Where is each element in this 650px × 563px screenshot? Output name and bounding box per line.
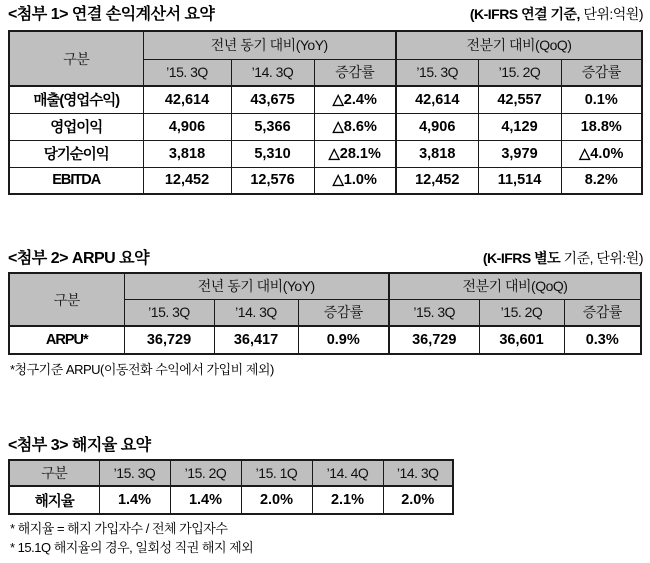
column-header: 증감률 bbox=[564, 299, 641, 326]
table-cell: 12,452 bbox=[143, 167, 231, 194]
table-cell: 12,452 bbox=[396, 167, 478, 194]
table-cell: 5,310 bbox=[231, 140, 314, 167]
table-cell: 0.1% bbox=[561, 86, 642, 113]
column-header: ’14. 3Q bbox=[231, 59, 314, 86]
table-cell: 4,906 bbox=[143, 113, 231, 140]
table-corner-header: 구분 bbox=[9, 460, 99, 486]
table-cell: 36,729 bbox=[124, 326, 214, 354]
table-cell: 4,906 bbox=[396, 113, 478, 140]
table-cell: 42,614 bbox=[396, 86, 478, 113]
column-header: ’15. 2Q bbox=[478, 59, 561, 86]
attachment1-header bbox=[8, 4, 643, 24]
yoy-group-header: 전년 동기 대비(YoY) bbox=[143, 31, 396, 59]
table-cell: 3,818 bbox=[396, 140, 478, 167]
row-label: 영업이익 bbox=[9, 113, 143, 140]
table-cell: 18.8% bbox=[561, 113, 642, 140]
arpu-table bbox=[8, 272, 642, 355]
column-header: ’15. 3Q bbox=[143, 59, 231, 86]
table-cell: 5,366 bbox=[231, 113, 314, 140]
column-header: ’14. 4Q bbox=[312, 460, 383, 486]
churn-footnote-line: * 15.1Q 해지율의 경우, 일회성 직권 해지 제외 bbox=[10, 540, 254, 555]
table-cell: 36,729 bbox=[389, 326, 479, 354]
table-cell: 2.0% bbox=[241, 486, 312, 514]
table-cell: 1.4% bbox=[170, 486, 241, 514]
row-label: EBITDA bbox=[9, 167, 143, 194]
table-cell: 36,417 bbox=[214, 326, 298, 354]
table-row bbox=[9, 326, 641, 354]
table-cell: 11,514 bbox=[478, 167, 561, 194]
row-label: 매출(영업수익) bbox=[9, 86, 143, 113]
row-label: ARPU* bbox=[9, 326, 124, 354]
table-cell: 42,614 bbox=[143, 86, 231, 113]
attachment3-header bbox=[8, 435, 643, 455]
table-row bbox=[9, 113, 642, 140]
income-statement-table bbox=[8, 30, 643, 195]
churn-footnote-line: * 해지율 = 해지 가입자수 / 전체 가입자수 bbox=[10, 521, 228, 536]
table-cell: 0.3% bbox=[564, 326, 641, 354]
table-cell: 42,557 bbox=[478, 86, 561, 113]
table-cell: △2.4% bbox=[314, 86, 396, 113]
row-label: 해지율 bbox=[9, 486, 99, 514]
attachment1-unit-note-bold: (K-IFRS 연결 기준, bbox=[469, 6, 580, 22]
attachment2-unit-note bbox=[483, 248, 643, 268]
column-header: 증감률 bbox=[314, 59, 396, 86]
table-row bbox=[9, 140, 642, 167]
table-cell: 3,818 bbox=[143, 140, 231, 167]
attachment3-title: <첨부 3> 해지율 요약 bbox=[8, 437, 151, 454]
table-corner-header: 구분 bbox=[9, 31, 143, 86]
attachment2-header bbox=[8, 248, 643, 268]
column-header: ’15. 3Q bbox=[389, 299, 479, 326]
churn-footnotes bbox=[10, 519, 650, 557]
table-cell: 1.4% bbox=[99, 486, 170, 514]
table-cell: △8.6% bbox=[314, 113, 396, 140]
column-header: ’15. 3Q bbox=[396, 59, 478, 86]
table-row bbox=[9, 486, 453, 514]
table-corner-header: 구분 bbox=[9, 273, 124, 326]
column-header: ’15. 2Q bbox=[479, 299, 564, 326]
arpu-footnote: *청구기준 ARPU(이동전화 수익에서 가입비 제외) bbox=[10, 362, 274, 377]
table-row bbox=[9, 86, 642, 113]
row-label: 당기순이익 bbox=[9, 140, 143, 167]
table-cell: 2.0% bbox=[383, 486, 453, 514]
column-header: ’14. 3Q bbox=[383, 460, 453, 486]
yoy-group-header: 전년 동기 대비(YoY) bbox=[124, 273, 389, 299]
column-header: 증감률 bbox=[561, 59, 642, 86]
table-cell: 2.1% bbox=[312, 486, 383, 514]
attachment2-unit-note-rest: 기준, 단위:원) bbox=[560, 250, 643, 266]
table-cell: 4,129 bbox=[478, 113, 561, 140]
qoq-group-header: 전분기 대비(QoQ) bbox=[389, 273, 641, 299]
attachment1-unit-note bbox=[470, 4, 643, 24]
table-cell: 36,601 bbox=[479, 326, 564, 354]
table-cell: 12,576 bbox=[231, 167, 314, 194]
table-cell: △4.0% bbox=[561, 140, 642, 167]
table-cell: 3,979 bbox=[478, 140, 561, 167]
table-cell: 0.9% bbox=[298, 326, 389, 354]
column-header: ’15. 2Q bbox=[170, 460, 241, 486]
column-header: ’15. 3Q bbox=[99, 460, 170, 486]
column-header: ’15. 3Q bbox=[124, 299, 214, 326]
table-cell: 43,675 bbox=[231, 86, 314, 113]
column-header: 증감률 bbox=[298, 299, 389, 326]
column-header: ’14. 3Q bbox=[214, 299, 298, 326]
qoq-group-header: 전분기 대비(QoQ) bbox=[396, 31, 642, 59]
column-header: ’15. 1Q bbox=[241, 460, 312, 486]
attachment2-title: <첨부 2> ARPU 요약 bbox=[8, 250, 150, 267]
table-cell: 8.2% bbox=[561, 167, 642, 194]
table-row bbox=[9, 167, 642, 194]
churn-rate-table bbox=[8, 459, 454, 515]
table-cell: △1.0% bbox=[314, 167, 396, 194]
attachment1-unit-note-rest: 단위:억원) bbox=[579, 6, 643, 22]
table-cell: △28.1% bbox=[314, 140, 396, 167]
attachment1-title: <첨부 1> 연결 손익계산서 요약 bbox=[8, 6, 215, 23]
attachment2-unit-note-bold: (K-IFRS 별도 bbox=[482, 250, 561, 266]
